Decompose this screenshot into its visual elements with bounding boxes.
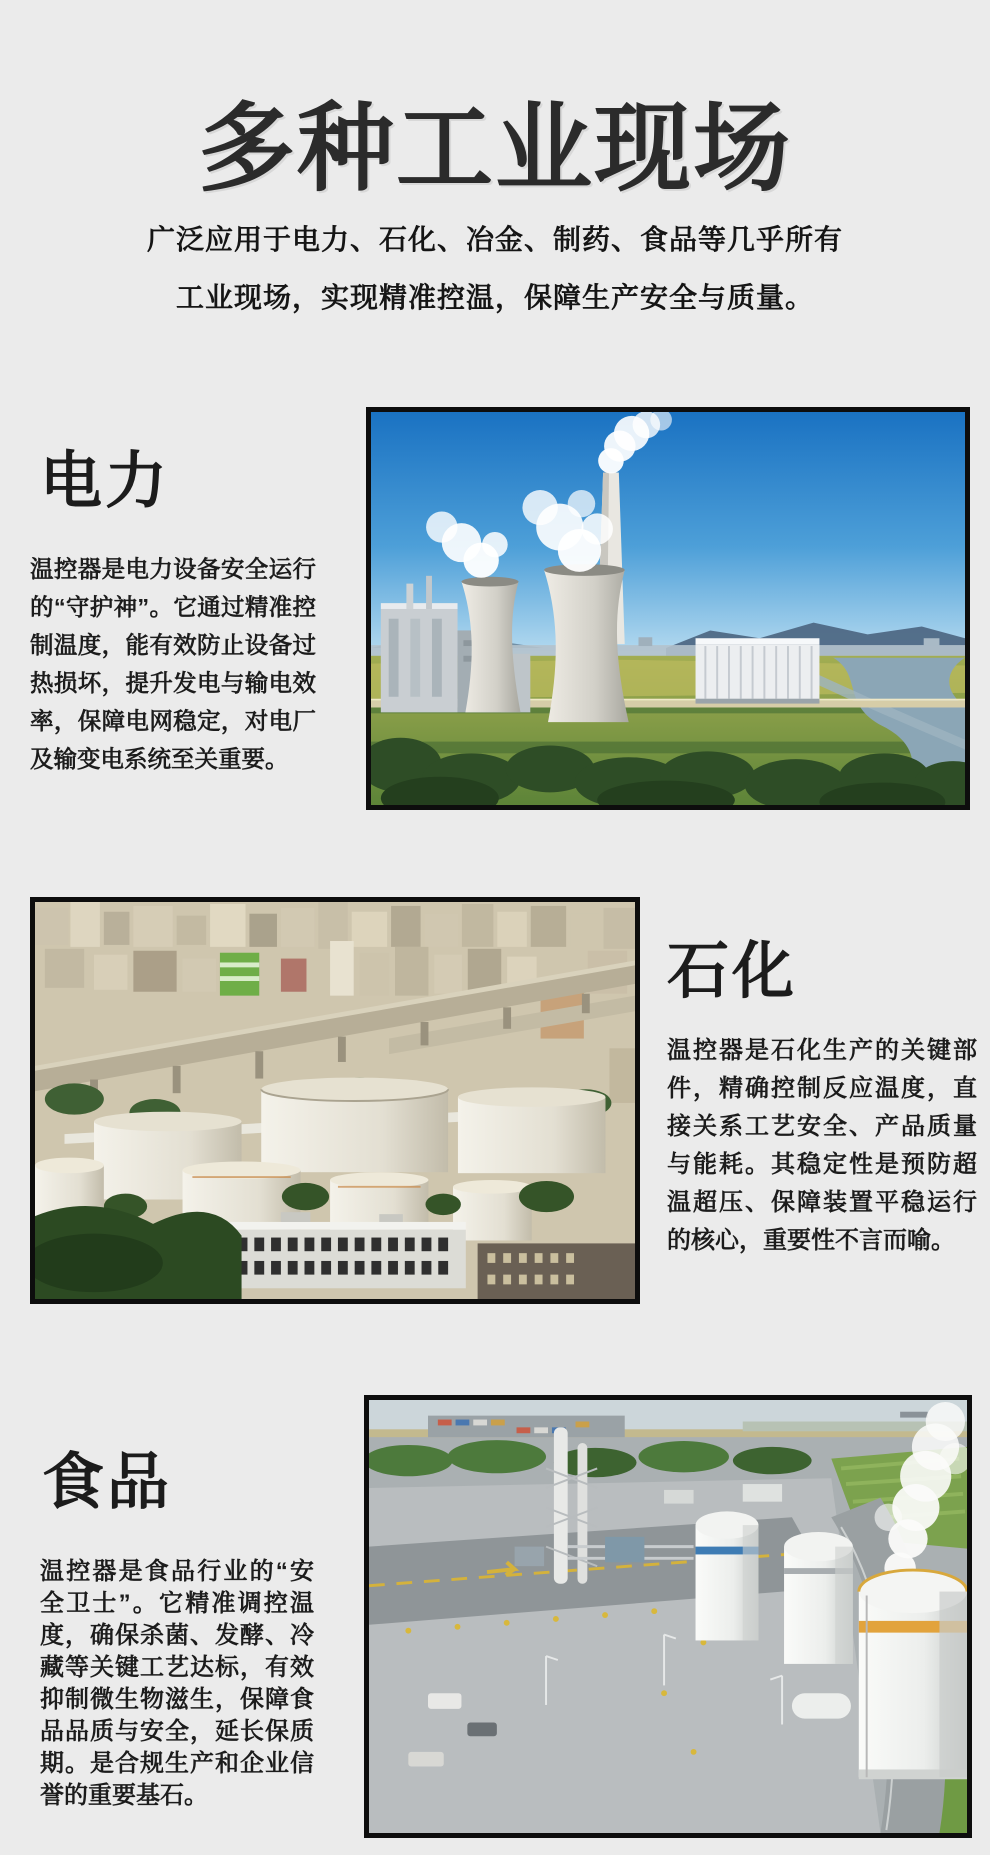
section-food-body: 温控器是食品行业的“安全卫士”。它精准调控温度，确保杀菌、发酵、冷藏等关键工艺达标，有效抑制微生物滋生，保障食品品质与安全，延长保质期。是合规生产和企业信誉的重要基石。 [40,1558,314,1809]
office-building [230,1212,466,1288]
section-power-heading: 电力 [40,447,171,516]
page-subtitle-line2: 工业现场，实现精准控温，保障生产安全与质量。 [175,282,814,313]
food-plant-illustration [369,1400,967,1833]
food-plant-photo [364,1395,972,1838]
section-petrochemical-heading: 石化 [667,937,798,1006]
section-food-heading: 食品 [42,1448,173,1517]
section-petrochemical-body: 温控器是石化生产的关键部件，精确控制反应温度，直接关系工艺安全、产品质量与能耗。其稳定性是预防超温超压、保障装置平稳运行的核心，重要性不言而喻。 [667,1037,977,1254]
power-plant-photo [366,407,970,810]
section-power-body: 温控器是电力设备安全运行的“守护神”。它通过精准控制温度，能有效防止设备过热损坏，提升发电与输电效率，保障电网稳定，对电厂及输变电系统至关重要。 [30,556,316,772]
page-title: 多种工业现场 [198,94,792,203]
warehouse-building [696,638,820,703]
page-subtitle-line1: 广泛应用于电力、石化、冶金、制药、食品等几乎所有 [146,224,843,255]
power-plant-illustration [371,412,965,805]
container-yard [428,1416,625,1438]
petrochemical-illustration [35,902,635,1299]
petrochemical-plant-photo [30,897,640,1304]
